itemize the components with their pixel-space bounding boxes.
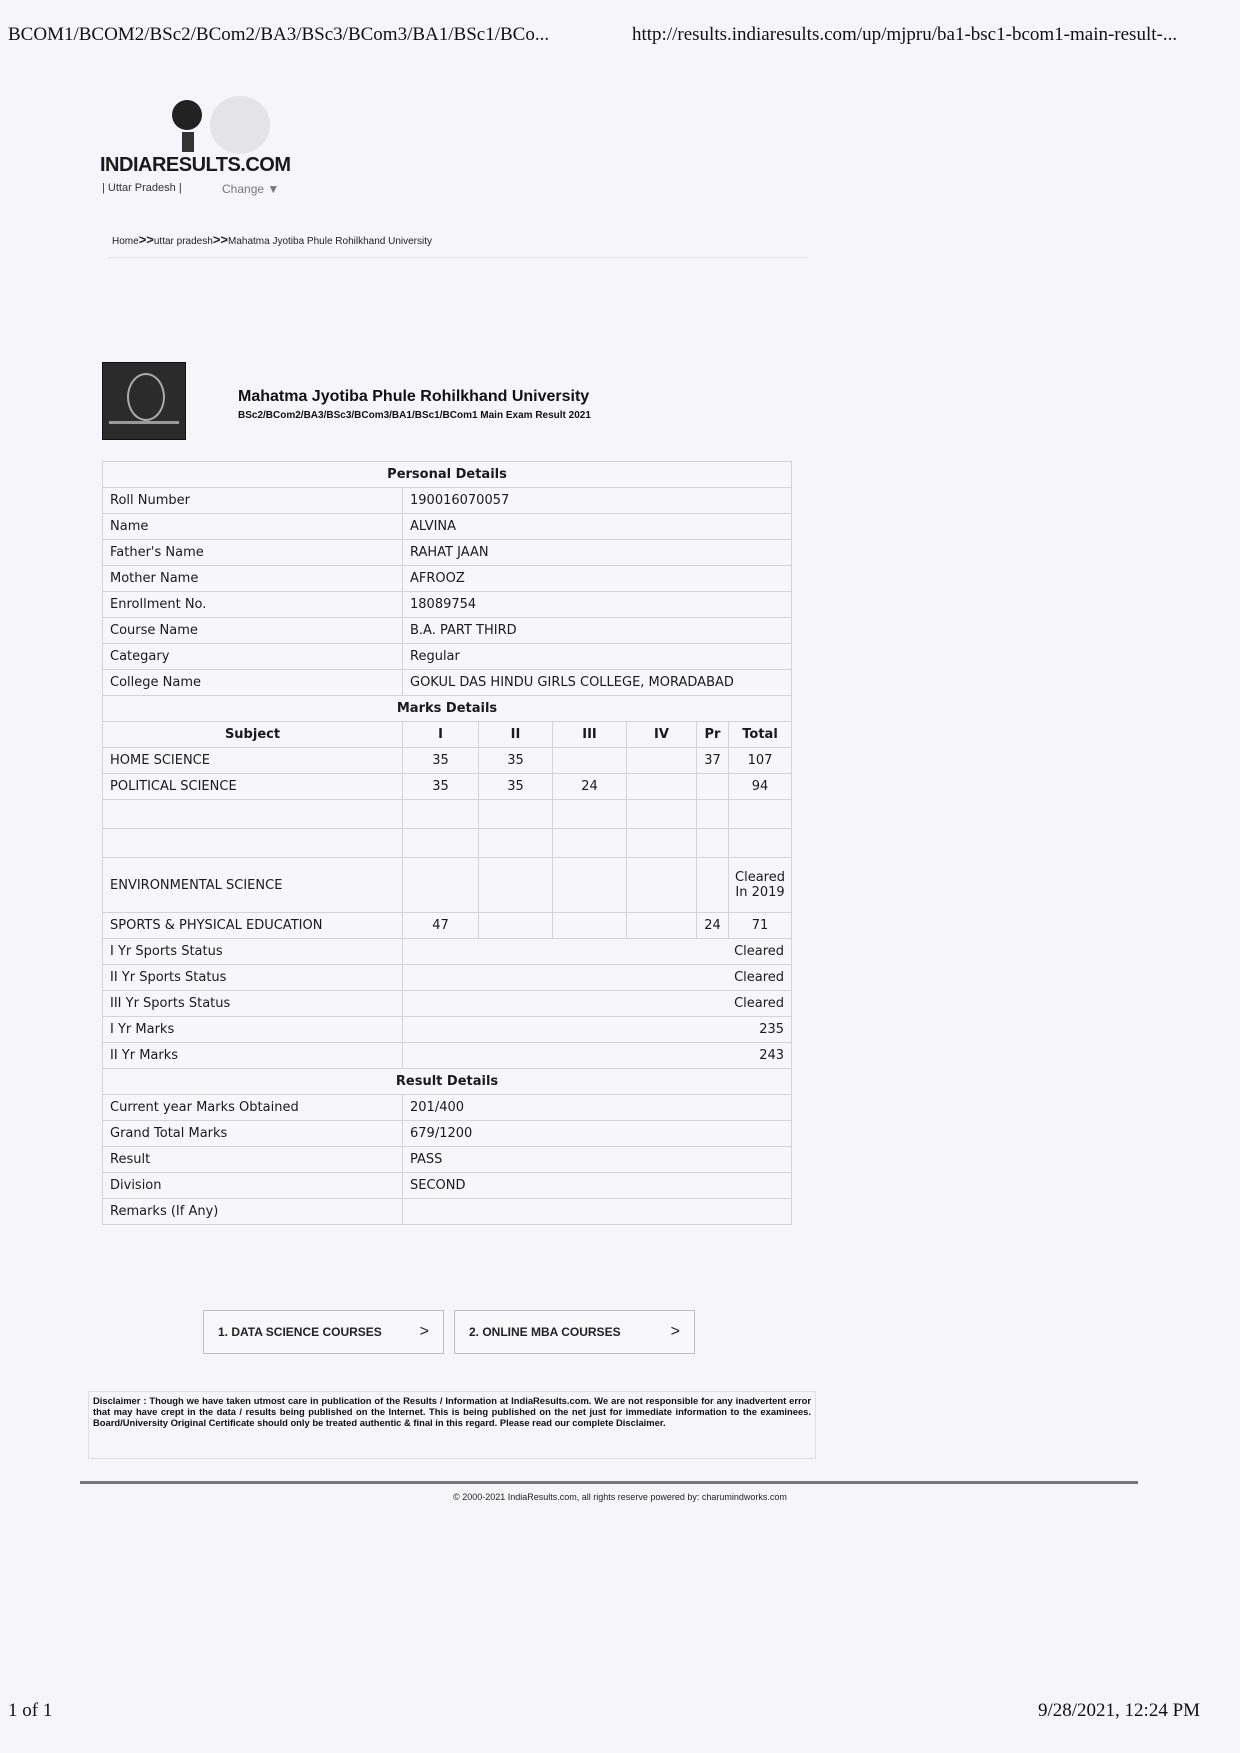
subject-name: SPORTS & PHYSICAL EDUCATION xyxy=(103,913,403,939)
subject-name: HOME SCIENCE xyxy=(103,748,403,774)
marks-cell: 24 xyxy=(697,913,729,939)
section-header-row xyxy=(103,462,792,488)
data-science-courses-button[interactable] xyxy=(203,1310,444,1354)
print-page-number: 1 of 1 xyxy=(8,1700,53,1721)
breadcrumb-divider xyxy=(108,257,808,258)
empty-row xyxy=(103,800,792,829)
breadcrumb-home[interactable]: Home xyxy=(112,236,139,247)
table-row xyxy=(103,1147,792,1173)
table-row xyxy=(103,1095,792,1121)
section-header-row xyxy=(103,696,792,722)
college-value: GOKUL DAS HINDU GIRLS COLLEGE, MORADABAD xyxy=(403,670,792,696)
field-label: Father's Name xyxy=(103,540,403,566)
marks-cell: 37 xyxy=(697,748,729,774)
marks-cell: 24 xyxy=(553,774,627,800)
seal-caption xyxy=(109,421,179,424)
site-logo[interactable] xyxy=(100,96,290,196)
table-row xyxy=(103,913,792,939)
table-row xyxy=(103,1121,792,1147)
course-value: B.A. PART THIRD xyxy=(403,618,792,644)
field-label: Enrollment No. xyxy=(103,592,403,618)
table-row xyxy=(103,774,792,800)
field-label: Remarks (If Any) xyxy=(103,1199,403,1225)
marks-cell xyxy=(553,913,627,939)
total-cell: Cleared In 2019 xyxy=(729,858,792,913)
chevron-right-icon: > xyxy=(419,1323,429,1340)
logo-head-icon xyxy=(172,100,202,130)
table-row xyxy=(103,965,792,991)
field-label: Division xyxy=(103,1173,403,1199)
table-row xyxy=(103,1199,792,1225)
status-value: Cleared xyxy=(403,965,792,991)
breadcrumb-state[interactable]: uttar pradesh xyxy=(153,236,213,247)
marks-cell xyxy=(627,774,697,800)
remarks-value xyxy=(403,1199,792,1225)
marks-cell xyxy=(479,913,553,939)
column-header: Total xyxy=(729,722,792,748)
status-label: I Yr Marks xyxy=(103,1017,403,1043)
column-header-row xyxy=(103,722,792,748)
roll-number-value: 190016070057 xyxy=(403,488,792,514)
total-cell: 107 xyxy=(729,748,792,774)
field-label: Categary xyxy=(103,644,403,670)
field-label: Mother Name xyxy=(103,566,403,592)
logo-text: INDIARESULTS.COM xyxy=(100,154,291,176)
marks-cell xyxy=(627,748,697,774)
table-row xyxy=(103,939,792,965)
disclaimer-text: Disclaimer : Though we have taken utmost care in publication of the Results / Information at IndiaResults.com. We are not responsible for any inadvertent error that may have crept in the data / results being published on the Internet. This is being published on the net just for immediate information to the examinees. Board/University Original Certificate should only be treated authentic & final in this regard. Please read our complete Disclaimer. xyxy=(88,1391,816,1459)
empty-row xyxy=(103,829,792,858)
field-label: Grand Total Marks xyxy=(103,1121,403,1147)
marks-cell xyxy=(553,748,627,774)
print-page-url: http://results.indiaresults.com/up/mjpru/ba1-bsc1-bcom1-main-result-... xyxy=(632,24,1178,45)
breadcrumb xyxy=(112,232,432,247)
marks-cell: 35 xyxy=(403,774,479,800)
table-row xyxy=(103,514,792,540)
status-value: 235 xyxy=(403,1017,792,1043)
table-row xyxy=(103,644,792,670)
current-marks-value: 201/400 xyxy=(403,1095,792,1121)
column-header: Subject xyxy=(103,722,403,748)
table-row xyxy=(103,858,792,913)
result-value: PASS xyxy=(403,1147,792,1173)
table-row xyxy=(103,592,792,618)
marks-cell xyxy=(627,913,697,939)
marks-cell xyxy=(403,858,479,913)
marks-cell xyxy=(479,858,553,913)
button-label: 2. ONLINE MBA COURSES xyxy=(469,1325,621,1339)
column-header: IV xyxy=(627,722,697,748)
table-row xyxy=(103,566,792,592)
online-mba-courses-button[interactable] xyxy=(454,1310,695,1354)
field-label: College Name xyxy=(103,670,403,696)
marks-cell: 35 xyxy=(403,748,479,774)
column-header: III xyxy=(553,722,627,748)
status-value: Cleared xyxy=(403,939,792,965)
exam-title: BSc2/BCom2/BA3/BSc3/BCom3/BA1/BSc1/BCom1 Main Exam Result 2021 xyxy=(238,410,591,421)
enrollment-value: 18089754 xyxy=(403,592,792,618)
table-row xyxy=(103,618,792,644)
subject-name: ENVIRONMENTAL SCIENCE xyxy=(103,858,403,913)
status-label: II Yr Marks xyxy=(103,1043,403,1069)
breadcrumb-separator: >> xyxy=(138,232,154,247)
breadcrumb-separator: >> xyxy=(212,232,228,247)
total-cell: 94 xyxy=(729,774,792,800)
field-label: Name xyxy=(103,514,403,540)
change-state-link[interactable]: Change ▼ xyxy=(222,182,280,196)
table-row xyxy=(103,1173,792,1199)
table-row xyxy=(103,488,792,514)
marks-cell xyxy=(697,774,729,800)
footer-divider xyxy=(80,1481,1138,1484)
print-page-title: BCOM1/BCOM2/BSc2/BCom2/BA3/BSc3/BCom3/BA1/BSc1/BCo... xyxy=(8,24,550,45)
result-details-heading: Result Details xyxy=(103,1069,792,1095)
marks-cell: 35 xyxy=(479,748,553,774)
chevron-right-icon: > xyxy=(670,1323,680,1340)
university-name: Mahatma Jyotiba Phule Rohilkhand University xyxy=(238,388,590,405)
marks-cell xyxy=(697,858,729,913)
table-row xyxy=(103,1043,792,1069)
status-label: II Yr Sports Status xyxy=(103,965,403,991)
table-row xyxy=(103,670,792,696)
marks-cell: 35 xyxy=(479,774,553,800)
table-row xyxy=(103,748,792,774)
status-label: III Yr Sports Status xyxy=(103,991,403,1017)
subject-name: POLITICAL SCIENCE xyxy=(103,774,403,800)
personal-details-heading: Personal Details xyxy=(103,462,792,488)
marks-cell: 47 xyxy=(403,913,479,939)
table-row xyxy=(103,1017,792,1043)
state-map-icon xyxy=(210,96,270,154)
total-cell: 71 xyxy=(729,913,792,939)
marks-cell xyxy=(627,858,697,913)
result-table xyxy=(102,461,792,1225)
status-value: Cleared xyxy=(403,991,792,1017)
seal-emblem xyxy=(127,373,165,421)
university-seal-icon xyxy=(102,362,186,440)
name-value: ALVINA xyxy=(403,514,792,540)
logo-body-icon xyxy=(182,132,194,152)
state-label: | Uttar Pradesh | xyxy=(102,182,182,194)
print-datetime: 9/28/2021, 12:24 PM xyxy=(1038,1700,1201,1721)
field-label: Course Name xyxy=(103,618,403,644)
column-header: I xyxy=(403,722,479,748)
table-row xyxy=(103,540,792,566)
marks-cell xyxy=(553,858,627,913)
category-value: Regular xyxy=(403,644,792,670)
grand-total-value: 679/1200 xyxy=(403,1121,792,1147)
column-header: Pr xyxy=(697,722,729,748)
mother-name-value: AFROOZ xyxy=(403,566,792,592)
field-label: Result xyxy=(103,1147,403,1173)
field-label: Current year Marks Obtained xyxy=(103,1095,403,1121)
status-label: I Yr Sports Status xyxy=(103,939,403,965)
column-header: II xyxy=(479,722,553,748)
father-name-value: RAHAT JAAN xyxy=(403,540,792,566)
copyright-text: © 2000-2021 IndiaResults.com, all rights reserve powered by: charumindworks.com xyxy=(453,1492,787,1502)
field-label: Roll Number xyxy=(103,488,403,514)
division-value: SECOND xyxy=(403,1173,792,1199)
status-value: 243 xyxy=(403,1043,792,1069)
section-header-row xyxy=(103,1069,792,1095)
table-row xyxy=(103,991,792,1017)
marks-details-heading: Marks Details xyxy=(103,696,792,722)
breadcrumb-university[interactable]: Mahatma Jyotiba Phule Rohilkhand University xyxy=(228,236,432,247)
button-label: 1. DATA SCIENCE COURSES xyxy=(218,1325,382,1339)
